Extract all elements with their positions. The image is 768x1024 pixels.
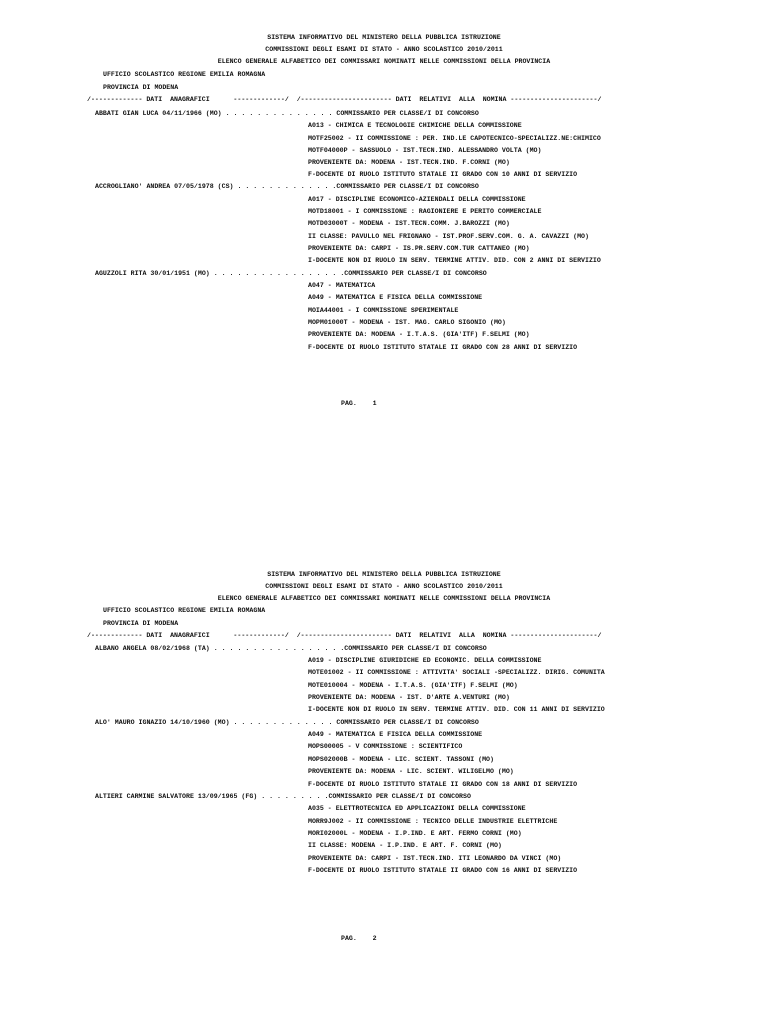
entry-detail: F-DOCENTE DI RUOLO ISTITUTO STATALE II GRADO CON 10 ANNI DI SERVIZIO xyxy=(308,171,578,178)
office-label: UFFICIO SCOLASTICO REGIONE EMILIA ROMAGNA xyxy=(103,71,266,78)
province-label: PROVINCIA DI MODENA xyxy=(103,620,179,627)
entry-detail: PROVENIENTE DA: MODENA - I.T.A.S. (GIA'ITF) F.SELMI (MO) xyxy=(308,331,530,338)
entry-detail: A019 - DISCIPLINE GIURIDICHE ED ECONOMIC. DELLA COMMISSIONE xyxy=(308,657,542,664)
page-number: PAG. 1 xyxy=(341,400,377,407)
entry-detail: F-DOCENTE DI RUOLO ISTITUTO STATALE II GRADO CON 18 ANNI DI SERVIZIO xyxy=(308,781,578,788)
entry-detail: A047 - MATEMATICA xyxy=(308,282,376,289)
entry-detail: MOTD03000T - MODENA - IST.TECN.COMM. J.BAROZZI (MO) xyxy=(308,220,510,227)
entry-detail: I-DOCENTE NON DI RUOLO IN SERV. TERMINE ATTIV. DID. CON 11 ANNI DI SERVIZIO xyxy=(308,706,605,713)
entry-name-line: ALO' MAURO IGNAZIO 14/10/1960 (MO) . . . . . . . . . . . . . COMMISSARIO PER CLASSE/I DI CONCORSO xyxy=(95,719,479,726)
entry-name-line: ABBATI GIAN LUCA 04/11/1966 (MO) . . . . . . . . . . . . . . COMMISSARIO PER CLASSE/I DI CONCORSO xyxy=(95,110,479,117)
column-separator: /------------- DATI ANAGRAFICI -------------/ /----------------------- DATI RELATIVI ALLA NOMINA ----------------------/ xyxy=(87,96,602,103)
system-title: SISTEMA INFORMATIVO DEL MINISTERO DELLA PUBBLICA ISTRUZIONE xyxy=(267,571,501,578)
entry-detail: PROVENIENTE DA: CARPI - IS.PR.SERV.COM.TUR CATTANEO (MO) xyxy=(308,245,530,252)
entry-detail: A035 - ELETTROTECNICA ED APPLICAZIONI DELLA COMMISSIONE xyxy=(308,805,526,812)
list-title: ELENCO GENERALE ALFABETICO DEI COMMISSARI NOMINATI NELLE COMMISSIONI DELLA PROVINCIA xyxy=(217,595,551,602)
page-number: PAG. 2 xyxy=(341,935,377,942)
entry-detail: PROVENIENTE DA: MODENA - IST. D'ARTE A.VENTURI (MO) xyxy=(308,694,510,701)
entry-detail: MOPS02000B - MODENA - LIC. SCIENT. TASSONI (MO) xyxy=(308,756,494,763)
entry-detail: MOPS00005 - V COMMISSIONE : SCIENTIFICO xyxy=(308,743,463,750)
entry-name-line: ALBANO ANGELA 08/02/1968 (TA) . . . . . . . . . . . . . . . . .COMMISSARIO PER CLASSE/I DI CONCORSO xyxy=(95,645,487,652)
entry-detail: A017 - DISCIPLINE ECONOMICO-AZIENDALI DELLA COMMISSIONE xyxy=(308,196,526,203)
entry-detail: A049 - MATEMATICA E FISICA DELLA COMMISSIONE xyxy=(308,294,483,301)
entry-detail: II CLASSE: PAVULLO NEL FRIGNANO - IST.PROF.SERV.COM. G. A. CAVAZZI (MO) xyxy=(308,233,589,240)
entry-detail: MOTF04000P - SASSUOLO - IST.TECN.IND. ALESSANDRO VOLTA (MO) xyxy=(308,147,542,154)
office-label: UFFICIO SCOLASTICO REGIONE EMILIA ROMAGNA xyxy=(103,607,266,614)
entry-detail: II CLASSE: MODENA - I.P.IND. E ART. F. CORNI (MO) xyxy=(308,842,502,849)
entry-detail: MORI02000L - MODENA - I.P.IND. E ART. FERMO CORNI (MO) xyxy=(308,830,522,837)
system-title: SISTEMA INFORMATIVO DEL MINISTERO DELLA PUBBLICA ISTRUZIONE xyxy=(267,34,501,41)
entry-name-line: ACCROGLIANO' ANDREA 07/05/1978 (CS) . . . . . . . . . . . . .COMMISSARIO PER CLASSE/I DI CONCORSO xyxy=(95,183,479,190)
entry-name-line: AGUZZOLI RITA 30/01/1951 (MO) . . . . . . . . . . . . . . . . .COMMISSARIO PER CLASSE/I DI CONCORSO xyxy=(95,270,487,277)
entry-detail: MOIA44001 - I COMMISSIONE SPERIMENTALE xyxy=(308,307,459,314)
entry-detail: MOTE010004 - MODENA - I.T.A.S. (GIA'ITF) F.SELMI (MO) xyxy=(308,682,518,689)
entry-name-line: ALTIERI CARMINE SALVATORE 13/09/1965 (FG) . . . . . . . . .COMMISSARIO PER CLASSE/I DI CONCORSO xyxy=(95,793,471,800)
entry-detail: MOTE01002 - II COMMISSIONE : ATTIVITA' SOCIALI -SPECIALIZZ. DIRIG. COMUNITA xyxy=(308,669,605,676)
exam-commission-title: COMMISSIONI DEGLI ESAMI DI STATO - ANNO SCOLASTICO 2010/2011 xyxy=(265,46,503,53)
entry-detail: MOPM01000T - MODENA - IST. MAG. CARLO SIGONIO (MO) xyxy=(308,319,506,326)
entry-detail: I-DOCENTE NON DI RUOLO IN SERV. TERMINE ATTIV. DID. CON 2 ANNI DI SERVIZIO xyxy=(308,257,601,264)
entry-detail: MOTF25002 - II COMMISSIONE : PER. IND.LE CAPOTECNICO-SPECIALIZZ.NE:CHIMICO xyxy=(308,135,601,142)
entry-detail: F-DOCENTE DI RUOLO ISTITUTO STATALE II GRADO CON 28 ANNI DI SERVIZIO xyxy=(308,344,578,351)
province-label: PROVINCIA DI MODENA xyxy=(103,84,179,91)
entry-detail: PROVENIENTE DA: MODENA - IST.TECN.IND. F.CORNI (MO) xyxy=(308,159,510,166)
entry-detail: A049 - MATEMATICA E FISICA DELLA COMMISSIONE xyxy=(308,731,483,738)
column-separator: /------------- DATI ANAGRAFICI -------------/ /----------------------- DATI RELATIVI ALLA NOMINA ----------------------/ xyxy=(87,632,602,639)
entry-detail: MOTD18001 - I COMMISSIONE : RAGIONIERE E PERITO COMMERCIALE xyxy=(308,208,542,215)
exam-commission-title: COMMISSIONI DEGLI ESAMI DI STATO - ANNO SCOLASTICO 2010/2011 xyxy=(265,583,503,590)
entry-detail: A013 - CHIMICA E TECNOLOGIE CHIMICHE DELLA COMMISSIONE xyxy=(308,122,522,129)
entry-detail: PROVENIENTE DA: CARPI - IST.TECN.IND. ITI LEONARDO DA VINCI (MO) xyxy=(308,855,562,862)
entry-detail: PROVENIENTE DA: MODENA - LIC. SCIENT. WILIGELMO (MO) xyxy=(308,768,514,775)
entry-detail: MORR9J002 - II COMMISSIONE : TECNICO DELLE INDUSTRIE ELETTRICHE xyxy=(308,818,558,825)
list-title: ELENCO GENERALE ALFABETICO DEI COMMISSARI NOMINATI NELLE COMMISSIONI DELLA PROVINCIA xyxy=(217,58,551,65)
entry-detail: F-DOCENTE DI RUOLO ISTITUTO STATALE II GRADO CON 16 ANNI DI SERVIZIO xyxy=(308,867,578,874)
